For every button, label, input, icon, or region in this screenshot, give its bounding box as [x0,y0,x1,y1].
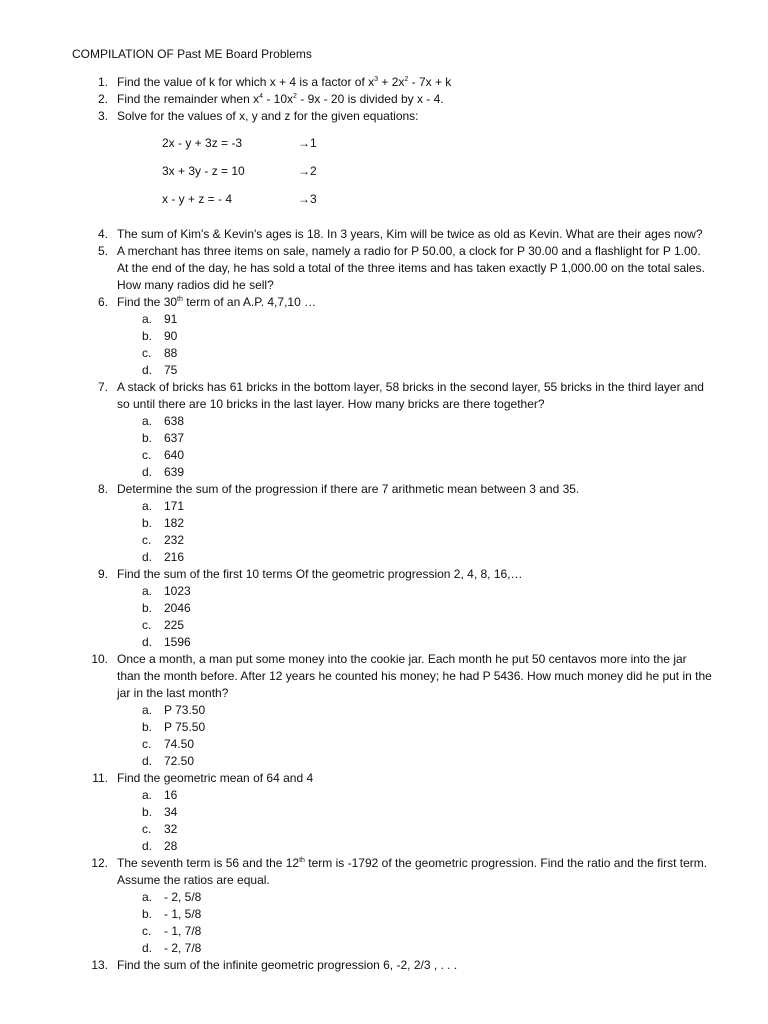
choice-text: 637 [164,431,185,445]
choice-letter: d. [142,550,153,564]
problem-item [72,226,712,243]
problem-text: Solve for the values of x, y and z for the given equations: [117,109,419,123]
choice-text: 75 [164,363,178,377]
problem-item [72,481,712,566]
problem-item [72,770,712,855]
problem-item [72,379,712,481]
choice-list [117,311,712,379]
equation-row [162,135,712,163]
problem-number: 2. [97,92,108,106]
choice-text: 28 [164,839,178,853]
choice-text: 72.50 [164,754,195,768]
problem-number: 11. [92,771,108,785]
problem-text: A stack of bricks has 61 bricks in the bottom layer, 58 bricks in the second layer, 55 bricks in the third layer and so until there are 10 bricks in the last layer. How many bricks are there together? [117,380,704,411]
equation-system [162,135,712,219]
choice-letter: b. [142,720,153,734]
choice-item [142,719,712,736]
choice-item [142,923,712,940]
choice-text: - 1, 7/8 [164,924,202,938]
choice-list [117,702,712,770]
problem-item [72,651,712,770]
choice-text: 2046 [164,601,191,615]
problem-number: 12. [91,856,108,870]
problem-number: 7. [97,380,108,394]
choice-letter: b. [142,329,153,343]
choice-letter: d. [142,635,153,649]
choice-item [142,311,712,328]
choice-item [142,532,712,549]
equation-expression: 2x - y + 3z = -3 [162,136,243,150]
problem-item [72,243,712,294]
equation-tag: →2 [298,164,317,178]
choice-letter: c. [142,924,152,938]
choice-letter: d. [142,941,153,955]
problem-number: 4. [97,227,108,241]
problem-text: Find the remainder when $x^4 - 10x^2 - 9x - 20$ is divided by x - 4. [117,92,444,106]
choice-letter: a. [142,788,153,802]
problem-number: 6. [97,295,108,309]
equation-tag: →3 [298,192,317,206]
equation-row [162,163,712,191]
choice-item [142,617,712,634]
choice-text: 639 [164,465,185,479]
problem-number: 10. [91,652,108,666]
choice-letter: c. [142,737,152,751]
problem-text: Find the sum of the infinite geometric progression 6, -2, 2/3 , . . . [117,958,458,972]
choice-item [142,328,712,345]
choice-text: 232 [164,533,185,547]
choice-letter: d. [142,363,153,377]
equation-expression: x - y + z = - 4 [162,192,233,206]
problem-text: The seventh term is 56 and the 12th term is -1792 of the geometric progression. Find the ratio and the first term. Assume the ratios are equal. [117,856,708,887]
problem-text: Determine the sum of the progression if there are 7 arithmetic mean between 3 and 35. [117,482,580,496]
choice-text: 32 [164,822,178,836]
problem-number: 9. [97,567,108,581]
choice-letter: b. [142,805,153,819]
choice-text: - 1, 5/8 [164,907,202,921]
choice-letter: a. [142,703,153,717]
choice-list [117,889,712,957]
choice-letter: b. [142,601,153,615]
problem-item [72,91,712,108]
equation-tag: →1 [298,136,317,150]
choice-item [142,940,712,957]
choice-letter: a. [142,890,153,904]
choice-item [142,447,712,464]
choice-text: P 73.50 [164,703,206,717]
problem-number: 3. [97,109,108,123]
choice-item [142,345,712,362]
choice-item [142,787,712,804]
choice-item [142,430,712,447]
problem-item [72,566,712,651]
problem-text: The sum of Kim's & Kevin's ages is 18. In 3 years, Kim will be twice as old as Kevin. What are their ages now? [117,227,703,241]
problem-number: 1. [97,75,108,89]
choice-list [117,787,712,855]
problem-item [72,855,712,957]
problem-number: 8. [97,482,108,496]
problem-number: 13. [91,958,108,972]
choice-item [142,464,712,481]
choice-letter: d. [142,465,153,479]
problem-list [72,74,712,974]
choice-letter: a. [142,414,153,428]
choice-letter: c. [142,533,152,547]
choice-text: 88 [164,346,178,360]
problem-text: Find the value of k for which x + 4 is a factor of $x^3 + 2x^2 - 7x + k$ [117,75,452,89]
choice-item [142,753,712,770]
problem-item [72,74,712,91]
choice-text: 74.50 [164,737,195,751]
problem-item [72,294,712,379]
choice-item [142,736,712,753]
problem-item [72,957,712,974]
equation-row [162,191,712,219]
problem-text: Find the geometric mean of 64 and 4 [117,771,314,785]
choice-letter: c. [142,346,152,360]
choice-item [142,838,712,855]
choice-item [142,583,712,600]
choice-item [142,498,712,515]
choice-text: 90 [164,329,178,343]
choice-item [142,804,712,821]
problem-text: A merchant has three items on sale, namely a radio for P 50.00, a clock for P 30.00 and a flashlight for P 1.00. At the end of the day, he has sold a total of the three items and has taken exactly P 1,000.00 on the total sales. How many radios did he sell? [117,244,705,292]
choice-text: 91 [164,312,178,326]
choice-letter: a. [142,499,153,513]
choice-text: 225 [164,618,185,632]
choice-list [117,583,712,651]
choice-letter: c. [142,448,152,462]
choice-text: 182 [164,516,185,530]
choice-letter: b. [142,431,153,445]
choice-text: 640 [164,448,185,462]
choice-text: 171 [164,499,185,513]
document-title: COMPILATION OF Past ME Board Problems [72,47,312,61]
choice-letter: c. [142,822,152,836]
problem-number: 5. [97,244,108,258]
choice-item [142,549,712,566]
choice-item [142,413,712,430]
choice-item [142,515,712,532]
choice-letter: d. [142,839,153,853]
choice-letter: d. [142,754,153,768]
choice-text: P 75.50 [164,720,206,734]
equation-expression: 3x + 3y - z = 10 [162,164,245,178]
choice-text: 1023 [164,584,191,598]
choice-letter: a. [142,312,153,326]
choice-item [142,600,712,617]
choice-text: - 2, 7/8 [164,941,202,955]
choice-text: 16 [164,788,178,802]
problem-text: Once a month, a man put some money into the cookie jar. Each month he put 50 centavos more into the jar than the month before. After 12 years he counted his money; he had P 5436. How much money did he put in the jar in the last month? [117,652,712,700]
choice-text: 34 [164,805,178,819]
problem-item [72,108,712,219]
choice-letter: c. [142,618,152,632]
choice-letter: b. [142,907,153,921]
choice-list [117,413,712,481]
choice-item [142,634,712,651]
choice-text: 216 [164,550,185,564]
choice-item [142,821,712,838]
choice-item [142,702,712,719]
choice-letter: a. [142,584,153,598]
problem-text: Find the 30th term of an A.P. 4,7,10 … [117,295,317,309]
choice-item [142,362,712,379]
choice-item [142,889,712,906]
choice-text: - 2, 5/8 [164,890,202,904]
choice-list [117,498,712,566]
problem-text: Find the sum of the first 10 terms Of the geometric progression 2, 4, 8, 16,… [117,567,523,581]
choice-text: 638 [164,414,185,428]
choice-letter: b. [142,516,153,530]
choice-text: 1596 [164,635,191,649]
choice-item [142,906,712,923]
